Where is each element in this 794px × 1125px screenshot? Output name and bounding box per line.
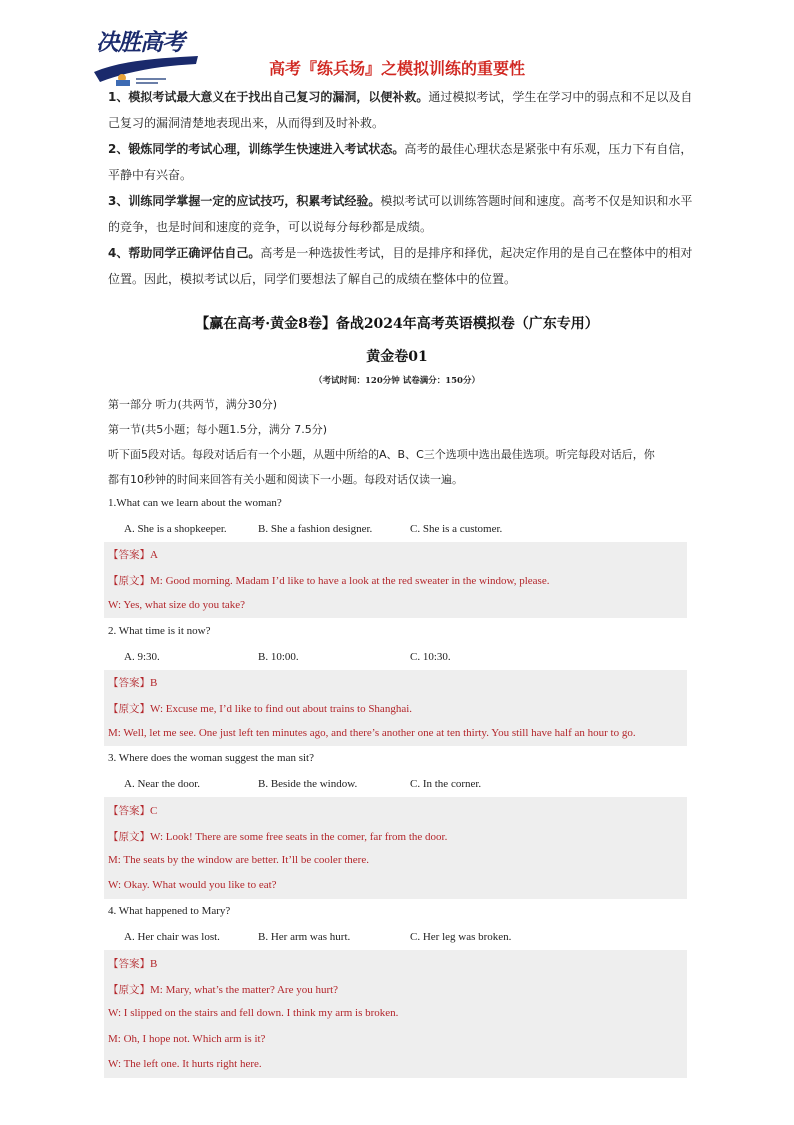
transcript-line: M: The seats by the window are better. It’ll be cooler there. (108, 854, 369, 866)
intro-section (108, 84, 698, 292)
transcript-line: W: I slipped on the stairs and fell down. I think my arm is broken. (108, 1007, 399, 1019)
answer-line (108, 675, 684, 690)
answer-value: B (150, 677, 158, 689)
intro-paragraph (108, 84, 698, 136)
intro-paragraph (108, 136, 698, 188)
question-stem: 2. What time is it now? (108, 625, 211, 637)
answer-line (108, 547, 684, 562)
answer-value: C (150, 805, 158, 817)
answer-label: 【答案】 (108, 958, 150, 970)
transcript-line: M: Well, let me see. One just left ten minutes ago, and there’s another one at ten thirty. You still have half an hour to go. (108, 727, 636, 739)
transcript-label: 【原文】 (108, 703, 150, 715)
exam-title: 【赢在高考·黄金8卷】备战2024年高考英语模拟卷（广东专用） (195, 316, 599, 332)
option-a: A. 9:30. (124, 651, 160, 663)
option-a: A. She is a shopkeeper. (124, 523, 227, 535)
intro-bold: 3、训练同学掌握一定的应试技巧，积累考试经验。 (108, 194, 381, 208)
transcript-text: W: Look! There are some free seats in the comer, far from the door. (150, 831, 448, 843)
transcript-line: W: The left one. It hurts right here. (108, 1058, 262, 1070)
answer-label: 【答案】 (108, 677, 150, 689)
transcript-label: 【原文】 (108, 984, 150, 996)
option-b: B. 10:00. (258, 651, 299, 663)
option-c: C. Her leg was broken. (410, 931, 512, 943)
option-a: A. Near the door. (124, 778, 201, 790)
question-stem: 4. What happened to Mary? (108, 905, 231, 917)
transcript-line: W: Yes, what size do you take? (108, 599, 246, 611)
question-stem: 3. Where does the woman suggest the man sit? (108, 752, 314, 764)
intro-bold: 2、锻炼同学的考试心理，训练学生快速进入考试状态。 (108, 142, 405, 156)
transcript-text: M: Mary, what’s the matter? Are you hurt? (150, 984, 339, 996)
option-b: B. Beside the window. (258, 778, 358, 790)
intro-paragraph (108, 240, 698, 292)
answer-label: 【答案】 (108, 549, 150, 561)
intro-text: 高考是一种选拔性考试，目的是排序和择优，起决定作用的是自己在整体中的相对位置。因此，模拟考试以后，同学们要想法了解自己的成绩在整体中的位置。 (108, 246, 693, 286)
brand-logo (92, 18, 202, 90)
transcript-line: W: Okay. What would you like to eat? (108, 879, 277, 891)
option-b: B. Her arm was hurt. (258, 931, 351, 943)
transcript-label: 【原文】 (108, 831, 150, 843)
exam-subtitle: 黄金卷01 (366, 349, 428, 365)
transcript-label: 【原文】 (108, 575, 150, 587)
transcript-line (108, 573, 684, 588)
answer-line (108, 803, 684, 818)
banner-title: 高考『练兵场』之模拟训练的重要性 (268, 59, 525, 78)
answer-line (108, 956, 684, 971)
transcript-text: M: Good morning. Madam I’d like to have a look at the red sweater in the window, please. (150, 575, 550, 587)
intro-bold: 1、模拟考试最大意义在于找出自己复习的漏洞，以便补救。 (108, 90, 429, 104)
section-heading: 第一节(共5小题；每小题1.5分，满分 7.5分) (108, 423, 328, 436)
intro-paragraph (108, 188, 698, 240)
exam-meta: （考试时间：120分钟 试卷满分：150分） (314, 376, 480, 386)
intro-text: 通过模拟考试，学生在学习中的弱点和不足以及自己复习的漏洞清楚地表现出来，从而得到及时补救。 (108, 90, 693, 130)
question-stem: 1.What can we learn about the woman? (108, 497, 282, 509)
option-c: C. She is a customer. (410, 523, 503, 535)
instructions-line: 听下面5段对话。每段对话后有一个小题，从题中所给的A、B、C三个选项中选出最佳选项。听完每段对话后，你 (108, 448, 655, 461)
transcript-text: W: Excuse me, I’d like to find out about trains to Shanghai. (150, 703, 413, 715)
option-c: C. In the corner. (410, 778, 482, 790)
answer-label: 【答案】 (108, 805, 150, 817)
answer-value: B (150, 958, 158, 970)
transcript-line (108, 982, 684, 997)
transcript-line (108, 829, 684, 844)
transcript-line (108, 701, 684, 716)
instructions-line: 都有10秒钟的时间来回答有关小题和阅读下一小题。每段对话仅读一遍。 (108, 473, 463, 486)
logo-text: 决胜高考 (96, 30, 184, 56)
option-b: B. She a fashion designer. (258, 523, 373, 535)
option-c: C. 10:30. (410, 651, 451, 663)
transcript-line: M: Oh, I hope not. Which arm is it? (108, 1033, 266, 1045)
intro-text: 模拟考试可以训练答题时间和速度。高考不仅是知识和水平的竞争，也是时间和速度的竞争，可以说每分每秒都是成绩。 (108, 194, 693, 234)
part-heading: 第一部分 听力(共两节，满分30分) (108, 398, 278, 411)
option-a: A. Her chair was lost. (124, 931, 220, 943)
intro-text: 高考的最佳心理状态是紧张中有乐观，压力下有自信，平静中有兴奋。 (108, 142, 693, 182)
answer-value: A (150, 549, 158, 561)
intro-bold: 4、帮助同学正确评估自己。 (108, 246, 261, 260)
